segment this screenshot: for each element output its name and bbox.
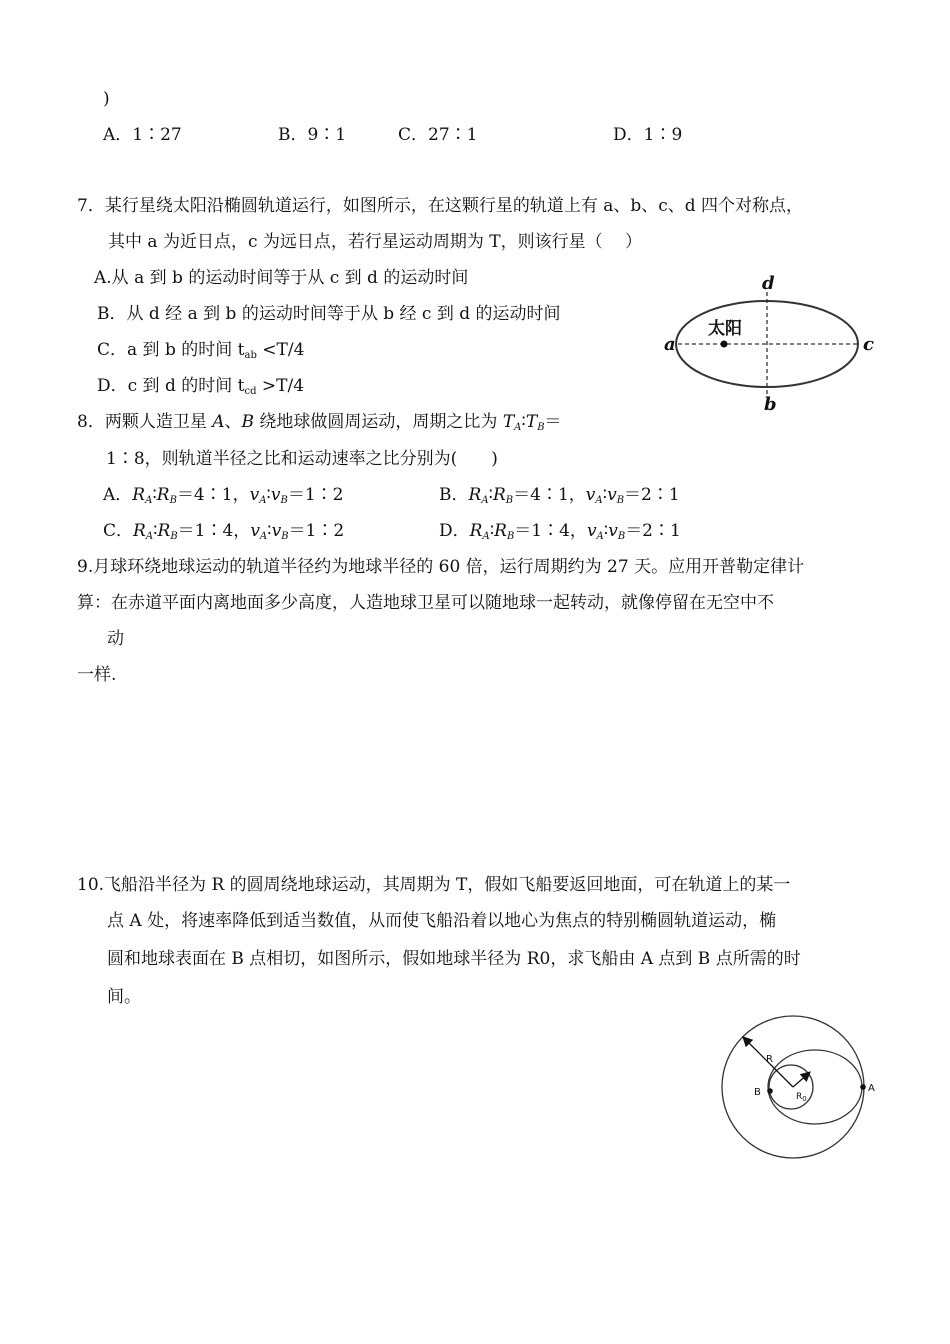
q10-stem-line4: 间。 [107, 987, 141, 1007]
q8-option-d: D．$R_A∶R_B=1∶4$，$v_A∶v_B=2∶1$ [439, 521, 681, 542]
q9-stem-line4: 一样. [77, 665, 117, 685]
q8-stem-line2: 1∶8，则轨道半径之比和运动速率之比分别为( ) [106, 449, 498, 469]
q6-close-paren: ) [103, 89, 110, 109]
R0-label: $R_0$ [796, 1092, 807, 1103]
q10-stem-line1: 10.飞船沿半径为 R 的圆周绕地球运动，其周期为 T，假如飞船要返回地面，可在轨道上的某一 [77, 875, 791, 895]
q7-stem-line1: 7．某行星绕太阳沿椭圆轨道运行，如图所示，在这颗行星的轨道上有 a、b、c、d 四个对称点， [77, 196, 804, 216]
q6-option-a: A．1∶27 [103, 125, 182, 145]
q8-option-a: A．$R_A∶R_B=4∶1$，$v_A∶v_B=1∶2$ [103, 485, 344, 506]
q8-option-b: B．$R_A∶R_B=4∶1$，$v_A∶v_B=2∶1$ [439, 485, 680, 506]
point-b-label: b [764, 394, 777, 415]
orbit-ellipse-diagram [660, 268, 890, 416]
B-label: B [754, 1087, 761, 1098]
q9-stem-line1: 9.月球环绕地球运动的轨道半径约为地球半径的 60 倍，运行周期约为 27 天。应用开普勒定律计 [77, 557, 805, 577]
point-a-label: a [664, 334, 676, 355]
A-label: A [868, 1083, 875, 1094]
q9-stem-line3: 动 [107, 629, 124, 649]
q6-option-d: D．1∶9 [613, 125, 683, 145]
q7-option-b: B．从 d 经 a 到 b 的运动时间等于从 b 经 c 到 d 的运动时间 [97, 304, 561, 324]
q10-stem-line2: 点 A 处，将速率降低到适当数值，从而使飞船沿着以地心为焦点的特别椭圆轨道运动，椭 [107, 911, 777, 931]
q7-stem-line2: 其中 a 为近日点，c 为远日点，若行星运动周期为 T，则该行星（ ） [108, 232, 643, 252]
transfer-orbit-diagram [714, 1010, 894, 1170]
point-c-label: c [863, 334, 874, 355]
point-B-dot [767, 1088, 773, 1094]
q7-option-c: C．a 到 b 的时间 $t_{ab} <T/4$ [97, 340, 305, 361]
R-label: R [766, 1054, 773, 1065]
q10-stem-line3: 圆和地球表面在 B 点相切，如图所示，假如地球半径为 R0，求飞船由 A 点到 B 点所需的时 [107, 949, 801, 969]
q8-option-c: C．$R_A∶R_B=1∶4$，$v_A∶v_B=1∶2$ [103, 521, 345, 542]
q7-option-d: D．c 到 d 的时间 $t_{cd} >T/4$ [97, 376, 305, 397]
sun-label: 太阳 [708, 319, 742, 339]
radius-R0-arrow [793, 1073, 809, 1087]
point-A-dot [860, 1084, 866, 1090]
q6-option-c: C．27∶1 [398, 125, 478, 145]
transfer-ellipse [768, 1050, 862, 1124]
sun-dot [721, 341, 728, 348]
q9-stem-line2: 算：在赤道平面内离地面多少高度，人造地球卫星可以随地球一起转动，就像停留在无空中不 [77, 593, 774, 613]
q6-option-b: B．9∶1 [278, 125, 347, 145]
point-d-label: d [762, 273, 775, 294]
q7-option-a: A.从 a 到 b 的运动时间等于从 c 到 d 的运动时间 [94, 268, 469, 288]
q8-stem-line1: 8．两颗人造卫星 A、B 绕地球做圆周运动，周期之比为 $T_A∶T_B=$ [77, 412, 562, 433]
